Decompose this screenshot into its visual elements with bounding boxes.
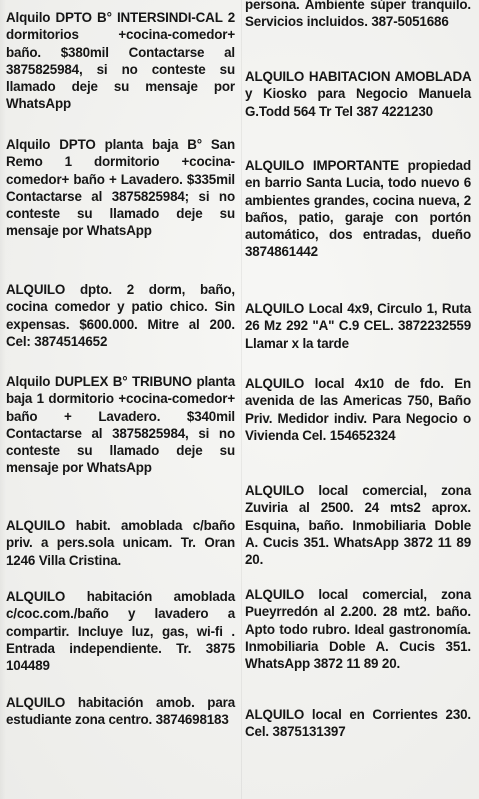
classified-ad [245,482,471,568]
ad-body: planta baja 1 dormitorio +cocina-comedor+ baño + Lavadero. $340mil Contactarse al 3875825984, si no conteste su llamado deje su mensaje por WhatsApp [6,374,235,476]
classified-ad [245,586,471,672]
classified-ad [6,588,235,674]
ad-body: persona. Ambiente súper tranquilo. Servicios incluidos. 387-5051686 [245,0,471,30]
ad-headline: ALQUILO [245,707,305,722]
ad-headline: ALQUILO HABITACION AMOBLADA [245,69,471,84]
ad-headline: ALQUILO IMPORTANTE [245,158,399,173]
ad-headline: ALQUILO [6,282,66,297]
classified-ad [245,157,471,261]
ad-headline: Alquilo DPTO B° INTERSINDI-CAL [6,10,223,25]
ad-headline: ALQUILO [245,301,305,316]
ad-headline: ALQUILO [6,695,66,710]
ad-body: propiedad en barrio Santa Lucia, todo nuevo 6 ambientes grandes, cocina nueva, 2 baños, patio, garaje con portón automático, dos entradas, dueño 3874861442 [245,158,471,260]
classified-ad [6,9,235,113]
ad-headline: ALQUILO [6,589,66,604]
classified-ad [245,68,471,120]
ad-headline: Alquilo DPTO [6,137,96,152]
ad-body: Local 4x9, Circulo 1, Ruta 26 Mz 292 "A" C.9 CEL. 3872232559 Llamar x la tarde [245,301,471,351]
column-divider [241,0,242,799]
ad-headline: ALQUILO [245,376,305,391]
ad-body: y Kiosko para Negocio Manuela G.Todd 564 Tr Tel 387 4221230 [245,86,471,119]
classified-ad [6,517,235,569]
ad-headline: ALQUILO [6,518,66,533]
ad-body: local comercial, zona Pueyrredón al 2.200. 28 mt2. baño. Apto todo rubro. Ideal gastronomía. Inmobiliaria Doble A. Cucis 351. WhatsApp 3872 11 89 20. [245,587,471,672]
classified-ad [6,281,235,350]
classified-ad [6,136,235,240]
classified-ad [245,300,471,352]
ad-body: habit. amoblada c/baño priv. a pers.sola unicam. Tr. Oran 1246 Villa Cristina. [6,518,235,568]
ad-body: habitación amoblada c/coc.com./baño y lavadero a compartir. Incluye luz, gas, wi-fi . Entrada independiente. Tr. 3875 104489 [6,589,235,674]
ad-body: planta baja B° San Remo 1 dormitorio +cocina-comedor+ baño + Lavadero. $335mil Contactarse al 3875825984; si no conteste su llamado deje su mensaje por WhatsApp [6,137,235,239]
ad-body: local comercial, zona Zuviria al 2500. 24 mts2 aprox. Esquina, baño. Inmobiliaria Doble A. Cucis 351. WhatsApp 3872 11 89 20. [245,483,471,568]
classified-ad [6,694,235,729]
classified-ad [245,0,471,31]
classified-ad [6,373,235,477]
ad-body: local 4x10 de fdo. En avenida de las Americas 750, Baño Priv. Medidor indiv. Para Negocio o Vivienda Cel. 154652324 [245,376,471,443]
ad-body: local en Corrientes 230. Cel. 3875131397 [245,707,471,740]
ad-headline: Alquilo DUPLEX B° TRIBUNO [6,374,192,389]
ad-headline: ALQUILO [245,587,305,602]
ad-body: 2 dormitorios +cocina-comedor+ baño. $380mil Contactarse al 3875825984, si no conteste su llamado deje su mensaje por WhatsApp [6,10,236,112]
ad-body: dpto. 2 dorm, baño, cocina comedor y patio chico. Sin expensas. $600.000. Mitre al 200. Cel: 3874514652 [6,282,235,349]
ad-body: habitación amob. para estudiante zona centro. 3874698183 [6,695,235,728]
classified-ad [245,375,471,444]
classified-ad [245,706,471,741]
ad-headline: ALQUILO [245,483,305,498]
